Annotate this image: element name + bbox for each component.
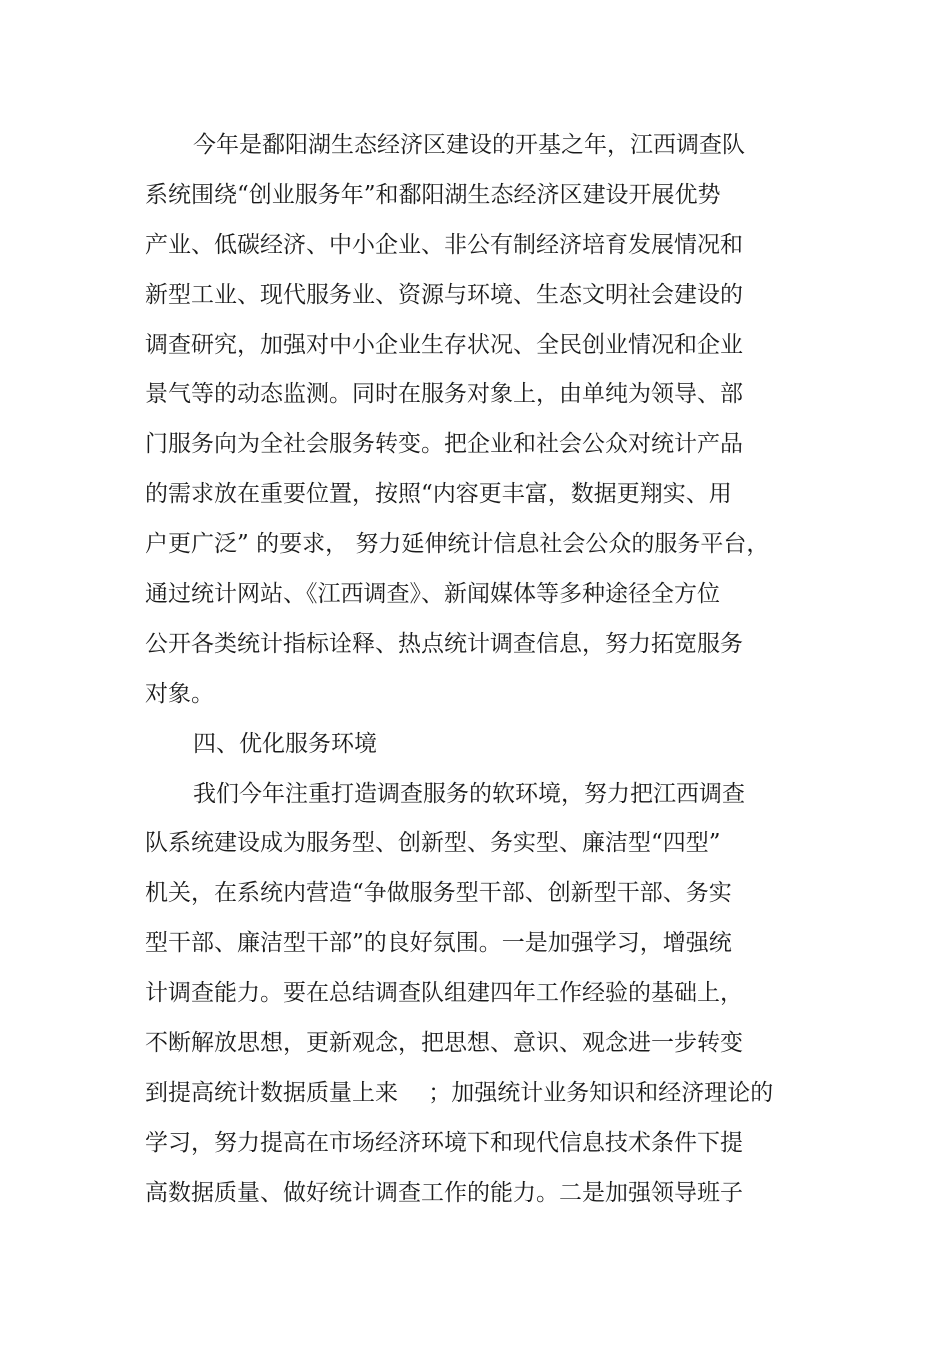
body-text [145, 121, 785, 1219]
paragraph-line: 今年是鄱阳湖生态经济区建设的开基之年，江西调查队 [193, 132, 745, 158]
paragraph-line: 产业、低碳经济、中小企业、非公有制经济培育发展情况和 [145, 231, 743, 258]
paragraph-line: 公开各类统计指标诠释、热点统计调查信息，努力拓宽服务 [145, 630, 743, 657]
paragraph-line: 型干部、廉洁型干部”的良好氛围。一是加强学习，增强统 [145, 930, 732, 957]
paragraph-line: 新型工业、现代服务业、资源与环境、生态文明社会建设的 [145, 281, 743, 308]
paragraph-line: 门服务向为全社会服务转变。把企业和社会公众对统计产品 [145, 431, 743, 458]
paragraph-line: 通过统计网站、《江西调查》、新闻媒体等多种途径全方位 [145, 581, 720, 608]
paragraph-line: 到提高统计数据质量上来 ；加强统计业务知识和经济理论的 [145, 1079, 774, 1106]
paragraph-line: 学习，努力提高在市场经济环境下和现代信息技术条件下提 [145, 1129, 743, 1156]
section-heading: 四、优化服务环境 [193, 730, 377, 757]
paragraph-line: 队系统建设成为服务型、创新型、务实型、廉洁型“四型” [145, 830, 721, 857]
paragraph-line: 调查研究，加强对中小企业生存状况、全民创业情况和企业 [145, 331, 743, 358]
paragraph-line: 对象。 [145, 680, 214, 707]
paragraph-line: 高数据质量、做好统计调查工作的能力。二是加强领导班子 [145, 1179, 743, 1206]
paragraph-line: 户更广泛” 的要求， 努力延伸统计信息社会公众的服务平台， [145, 531, 770, 558]
paragraph-line: 的需求放在重要位置，按照“内容更丰富，数据更翔实、用 [145, 481, 732, 508]
paragraph-line: 不断解放思想，更新观念，把思想、意识、观念进一步转变 [145, 1030, 743, 1057]
paragraph-line: 计调查能力。要在总结调查队组建四年工作经验的基础上， [145, 980, 743, 1007]
paragraph-line: 系统围绕“创业服务年”和鄱阳湖生态经济区建设开展优势 [145, 181, 721, 208]
paragraph-line: 我们今年注重打造调查服务的软环境，努力把江西调查 [193, 780, 745, 807]
paragraph-line: 景气等的动态监测。同时在服务对象上，由单纯为领导、部 [145, 381, 743, 408]
paragraph-line: 机关，在系统内营造“争做服务型干部、创新型干部、务实 [145, 880, 732, 907]
